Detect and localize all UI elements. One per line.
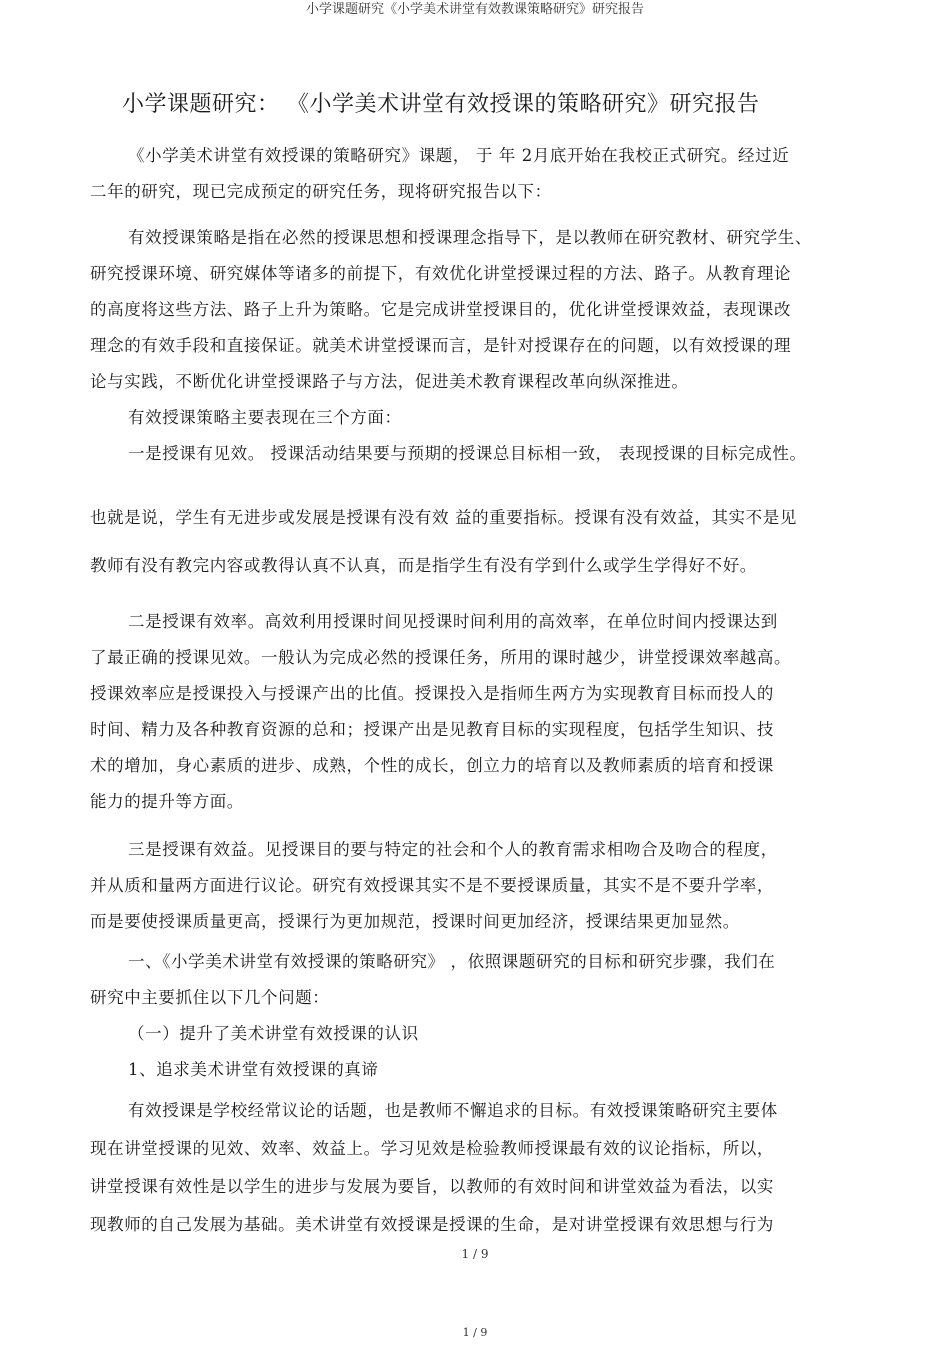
text-line: 有效授课策略是指在必然的授课思想和授课理念指导下，是以教师在研究教材、研究学生、 xyxy=(128,228,812,247)
text-line: 一、《小学美术讲堂有效授课的策略研究》 ，依照课题研究的目标和研究步骤，我们在 xyxy=(128,952,776,971)
text-line: 《小学美术讲堂有效授课的策略研究》课题， 于 年 2月底开始在我校正式研究。经过近 xyxy=(128,146,790,165)
text-line: 1、追求美术讲堂有效授课的真谛 xyxy=(128,1060,379,1079)
second-aspect-paragraph xyxy=(90,604,835,820)
first-aspect-continuation xyxy=(90,494,835,590)
text-line: 研究授课环境、研究媒体等诸多的前提下，有效优化讲堂授课过程的方法、路子。从教育理论 xyxy=(90,264,792,283)
text-line: 的高度将这些方法、路子上升为策略。它是完成讲堂授课目的，优化讲堂授课效益，表现课改 xyxy=(90,300,792,319)
page-number-footer: 1 / 9 xyxy=(462,1326,488,1339)
text-line: 现教师的自己发展为基础。美术讲堂有效授课是授课的生命，是对讲堂授课有效思想与行为 xyxy=(90,1215,774,1234)
text-line: 时间、精力及各种教育资源的总和；授课产出是见教育目标的实现程度，包括学生知识、技 xyxy=(90,720,774,739)
text-line: 有效授课是学校经常议论的话题，也是教师不懈追求的目标。有效授课策略研究主要体 xyxy=(128,1101,778,1120)
text-line: 讲堂授课有效性是以学生的进步与发展为要旨，以教师的有效时间和讲堂效益为看法，以实 xyxy=(90,1177,774,1196)
text-line: 而是要使授课质量更高，授课行为更加规范，授课时间更加经济，授课结果更加显然。 xyxy=(90,912,740,931)
section-one-paragraph xyxy=(90,944,835,1016)
intro-paragraph xyxy=(90,138,835,210)
text-line: 一是授课有见效。 授课活动结果要与预期的授课总目标相一致， 表现授课的目标完成性。 xyxy=(128,444,807,463)
text-line: 现在讲堂授课的见效、效率、效益上。学习见效是检验教师授课最有效的议论指标，所以， xyxy=(90,1139,774,1158)
text-line: 论与实践，不断优化讲堂授课路子与方法，促进美术教育课程改革向纵深推进。 xyxy=(90,372,689,391)
text-line: 授课效率应是授课投入与授课产出的比值。授课投入是指师生两方为实现教育目标而投人的 xyxy=(90,684,774,703)
definition-paragraph xyxy=(90,220,835,400)
text-line: 二是授课有效率。高效利用授课时间见授课时间利用的高效率，在单位时间内授课达到 xyxy=(128,612,778,631)
text-line: 研究中主要抓住以下几个问题： xyxy=(90,988,330,1007)
text-line: 二年的研究，现已完成预定的研究任务，现将研究报告以下： xyxy=(90,182,552,201)
text-line: 三是授课有效益。见授课目的要与特定的社会和个人的教育需求相吻合及吻合的程度， xyxy=(128,840,778,859)
text-line: 理念的有效手段和直接保证。就美术讲堂授课而言，是针对授课存在的问题，以有效授课的理 xyxy=(90,336,792,355)
item-heading xyxy=(90,1052,835,1088)
text-line: 并从质和量两方面进行议论。研究有效授课其实不是不要授课质量，其实不是不要升学率， xyxy=(90,876,774,895)
text-line: （一）提升了美术讲堂有效授课的认识 xyxy=(128,1024,419,1043)
text-line: 术的增加，身心素质的进步、成熟，个性的成长，创立力的培育以及教师素质的培育和授课 xyxy=(90,756,774,775)
text-line: 了最正确的授课见效。一般认为完成必然的授课任务，所用的课时越少，讲堂授课效率越高。 xyxy=(90,648,792,667)
text-line: 教师有没有教完内容或教得认真不认真，而是指学生有没有学到什么或学生学得好不好。 xyxy=(90,556,757,575)
page-number-inline: 1 / 9 xyxy=(461,1247,489,1261)
subsection-heading xyxy=(90,1016,835,1052)
text-line: 有效授课策略主要表现在三个方面： xyxy=(128,408,402,427)
text-line: 能力的提升等方面。 xyxy=(90,792,244,811)
running-header: 小学课题研究《小学美术讲堂有效教课策略研究》研究报告 xyxy=(305,2,644,17)
first-aspect-line xyxy=(90,436,890,472)
closing-paragraph xyxy=(90,1092,835,1244)
document-title: 小学课题研究： 《小学美术讲堂有效授课的策略研究》研究报告 xyxy=(122,92,760,117)
third-aspect-paragraph xyxy=(90,832,835,940)
text-line: 也就是说，学生有无进步或发展是授课有没有效 益的重要指标。授课有没有效益，其实不是见 xyxy=(90,508,797,527)
three-aspects-line xyxy=(90,400,835,436)
